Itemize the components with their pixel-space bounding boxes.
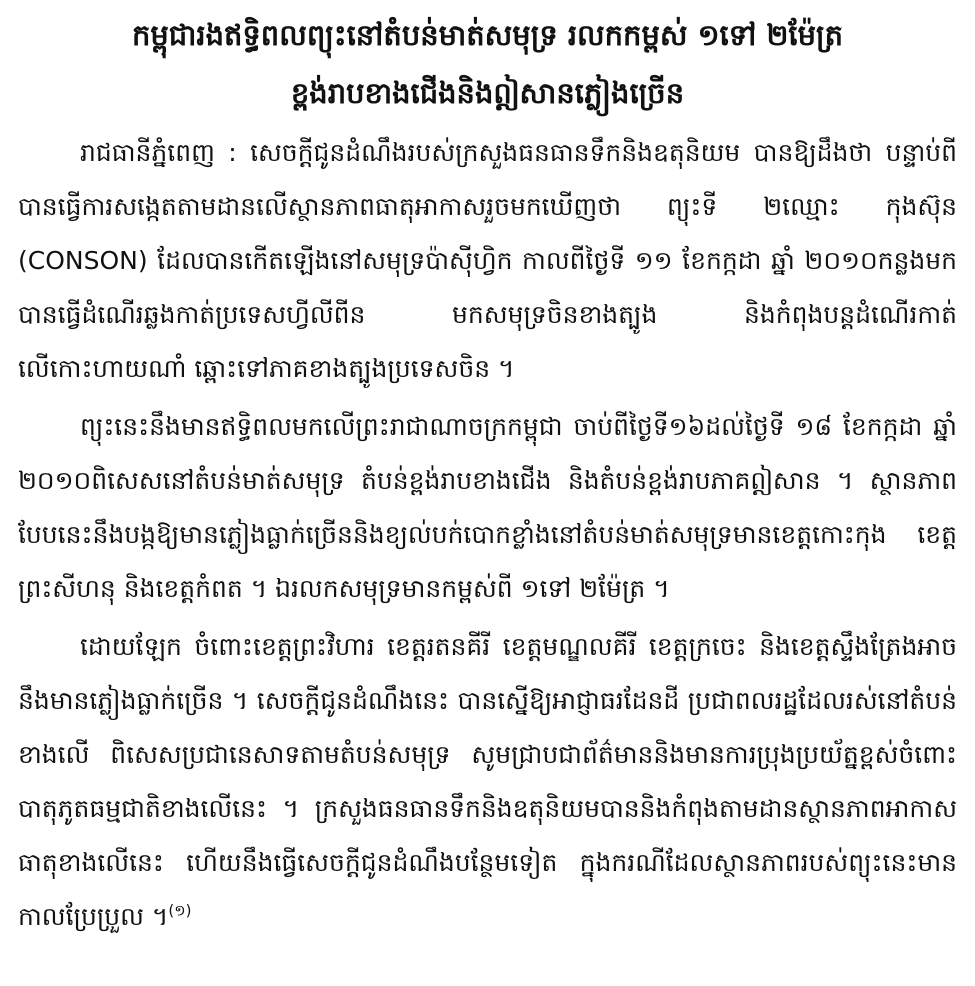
body-paragraph-3 (18, 620, 957, 944)
footnote-marker: (១) (168, 901, 192, 920)
body-paragraph-2 (18, 400, 957, 616)
body-paragraph-1 (18, 126, 957, 396)
paragraph-1-text: រាជធានីភ្នំពេញ : សេចក្តីជូនដំណឹងរបស់ក្រសួងធនធានទឹកនិងឧតុនិយម បានឱ្យដឹងថា បន្ទាប់ពីបានធ្វើការសង្កេតតាមដានលើស្ថានភាពធាតុអាកាសរួចមកឃើញថា ព្យុះទី ២ឈ្មោះ កុងស៊ុន (CONSON) ដែលបានកើតឡើងនៅសមុទ្រប៉ាស៊ីហ្វិក កាលពីថ្ងៃទី ១១ ខែកក្កដា ឆ្នាំ ២០១០កន្លងមក បានធ្វើដំណើរឆ្លងកាត់ប្រទេសហ្វីលីពីន មកសមុទ្រចិនខាងត្បូង និងកំពុងបន្តដំណើរកាត់លើកោះហាយណាំ ឆ្ពោះទៅភាគខាងត្បូងប្រទេសចិន ។ (18, 138, 957, 383)
headline-line-2: ខ្ពង់រាបខាងជើងនិងឦសានភ្លៀងច្រើន (290, 76, 685, 110)
paragraph-3-text: ដោយឡែក ចំពោះខេត្តព្រះវិហារ ខេត្តរតនគីរី ខេត្តមណ្ឌលគីរី ខេត្តក្រចេះ និងខេត្តស្ទឹងត្រែងអាចនឹងមានភ្លៀងធ្លាក់ច្រើន ។ សេចក្តីជូនដំណឹងនេះ បានស្នើឱ្យអាជ្ញាធរដែនដី ប្រជាពលរដ្ឋដែលរស់នៅតំបន់ខាងលើ ពិសេសប្រជានេសាទតាមតំបន់សមុទ្រ សូមជ្រាបជាព័ត៌មាននិងមានការប្រុងប្រយ័ត្នខ្ពស់ចំពោះបាតុភូតធម្មជាតិខាងលើនេះ ។ ក្រសួងធនធានទឹកនិងឧតុនិយមបាននិងកំពុងតាមដានស្ថានភាពអាកាសធាតុខាងលើនេះ ហើយនឹងធ្វើសេចក្តីជូនដំណឹងបន្ថែមទៀត ក្នុងករណីដែលស្ថានភាពរបស់ព្យុះនេះមានកាលប្រែប្រួល ។ (18, 632, 957, 931)
paragraph-2-text: ព្យុះនេះនឹងមានឥទ្ធិពលមកលើព្រះរាជាណាចក្រកម្ពុជា ចាប់ពីថ្ងៃទី១៦ដល់ថ្ងៃទី ១៨ ខែកក្កដា ឆ្នាំ ២០១០ពិសេសនៅតំបន់មាត់សមុទ្រ តំបន់ខ្ពង់រាបខាងជើង និងតំបន់ខ្ពង់រាបភាគឦសាន ។ ស្ថានភាពបែបនេះនឹងបង្កឱ្យមានភ្លៀងធ្លាក់ច្រើននិងខ្យល់បក់បោកខ្លាំងនៅតំបន់មាត់សមុទ្រមានខេត្តកោះកុង ខេត្តព្រះសីហនុ និងខេត្តកំពត ។ ឯរលកសមុទ្រមានកម្ពស់ពី ១ទៅ ២ម៉ែត្រ ។ (18, 412, 957, 603)
headline-line-1: កម្ពុជារងឥទ្ធិពលព្យុះនៅតំបន់មាត់សមុទ្រ រលកកម្ពស់ ១ទៅ ២ម៉ែត្រ (131, 18, 844, 52)
